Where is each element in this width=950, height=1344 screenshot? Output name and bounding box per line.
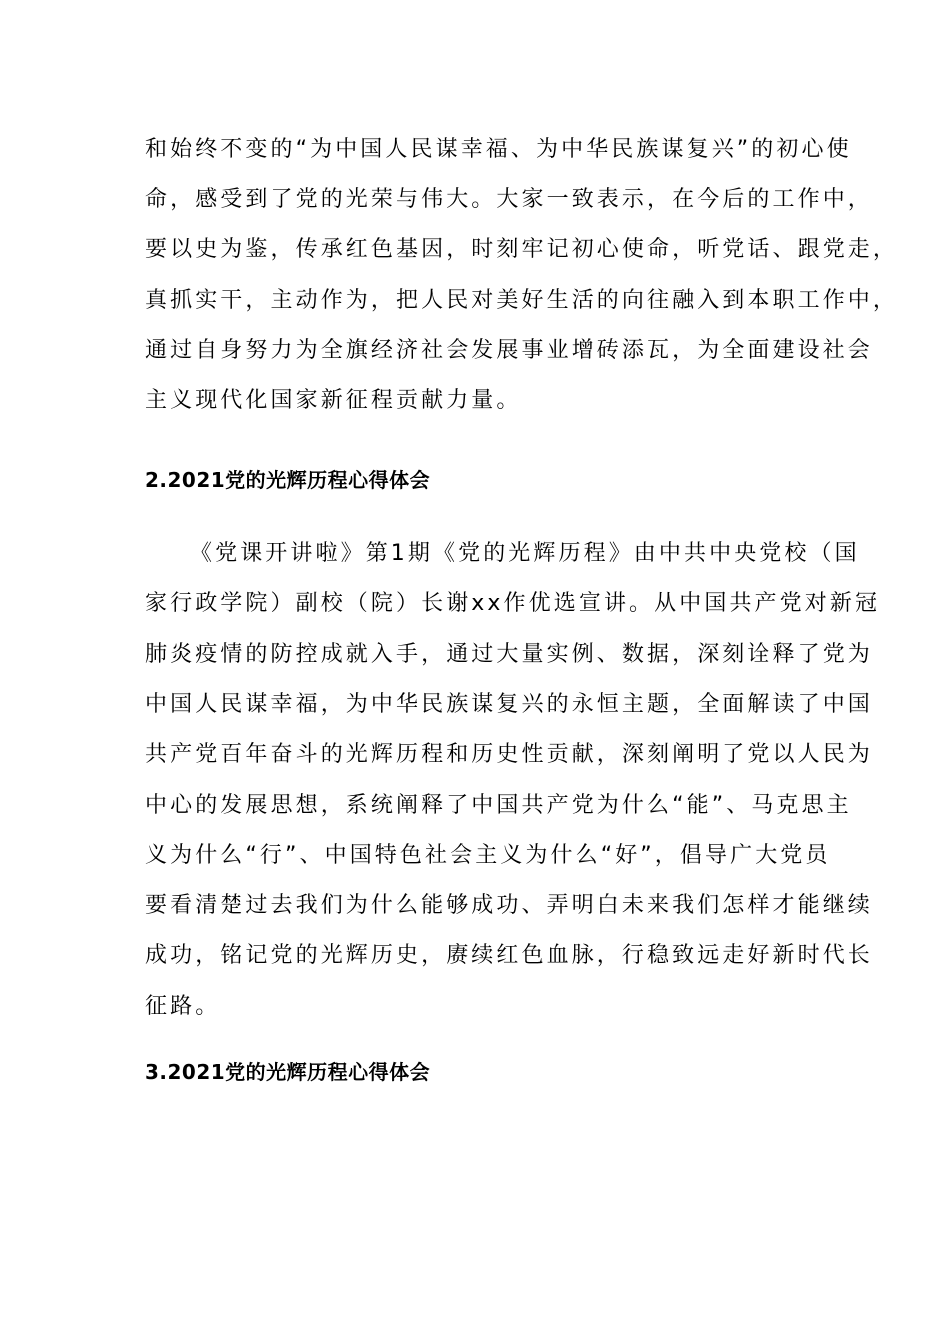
paragraph-1-line-1: 和始终不变的“为中国人民谋幸福、为中华民族谋复兴”的初心使	[145, 137, 852, 162]
paragraph-2-line-3: 肺炎疫情的防控成就入手，通过大量实例、数据，深刻诠释了党为	[145, 642, 873, 667]
paragraph-2-line-6: 中心的发展思想，系统阐释了中国共产党为什么“能”、马克思主	[145, 793, 852, 818]
paragraph-2-line-7: 义为什么“行”、中国特色社会主义为什么“好”，倡导广大党员	[145, 843, 831, 868]
paragraph-1-line-2: 命，感受到了党的光荣与伟大。大家一致表示，在今后的工作中，	[145, 187, 873, 212]
paragraph-2-line-8: 要看清楚过去我们为什么能够成功、弄明白未来我们怎样才能继续	[145, 893, 873, 918]
paragraph-1-line-6: 主义现代化国家新征程贡献力量。	[145, 388, 522, 413]
section-heading-2: 2.2021党的光辉历程心得体会	[145, 468, 431, 492]
section-heading-3: 3.2021党的光辉历程心得体会	[145, 1060, 431, 1084]
paragraph-1-line-3: 要以史为鉴，传承红色基因，时刻牢记初心使命，听党话、跟党走，	[145, 237, 899, 262]
paragraph-2-line-2: 家行政学院）副校（院）长谢xx作优选宣讲。从中国共产党对新冠	[145, 591, 881, 616]
paragraph-2-line-10: 征路。	[145, 994, 221, 1019]
paragraph-2-line-9: 成功，铭记党的光辉历史，赓续红色血脉，行稳致远走好新时代长	[145, 943, 873, 968]
paragraph-2-line-5: 共产党百年奋斗的光辉历程和历史性贡献，深刻阐明了党以人民为	[145, 742, 873, 767]
paragraph-2-line-4: 中国人民谋幸福，为中华民族谋复兴的永恒主题，全面解读了中国	[145, 692, 873, 717]
paragraph-1-line-4: 真抓实干，主动作为，把人民对美好生活的向往融入到本职工作中，	[145, 288, 899, 313]
paragraph-2-line-1: 《党课开讲啦》第1期《党的光辉历程》由中共中央党校（国	[190, 541, 860, 566]
paragraph-1-line-5: 通过自身努力为全旗经济社会发展事业增砖添瓦，为全面建设社会	[145, 338, 873, 363]
